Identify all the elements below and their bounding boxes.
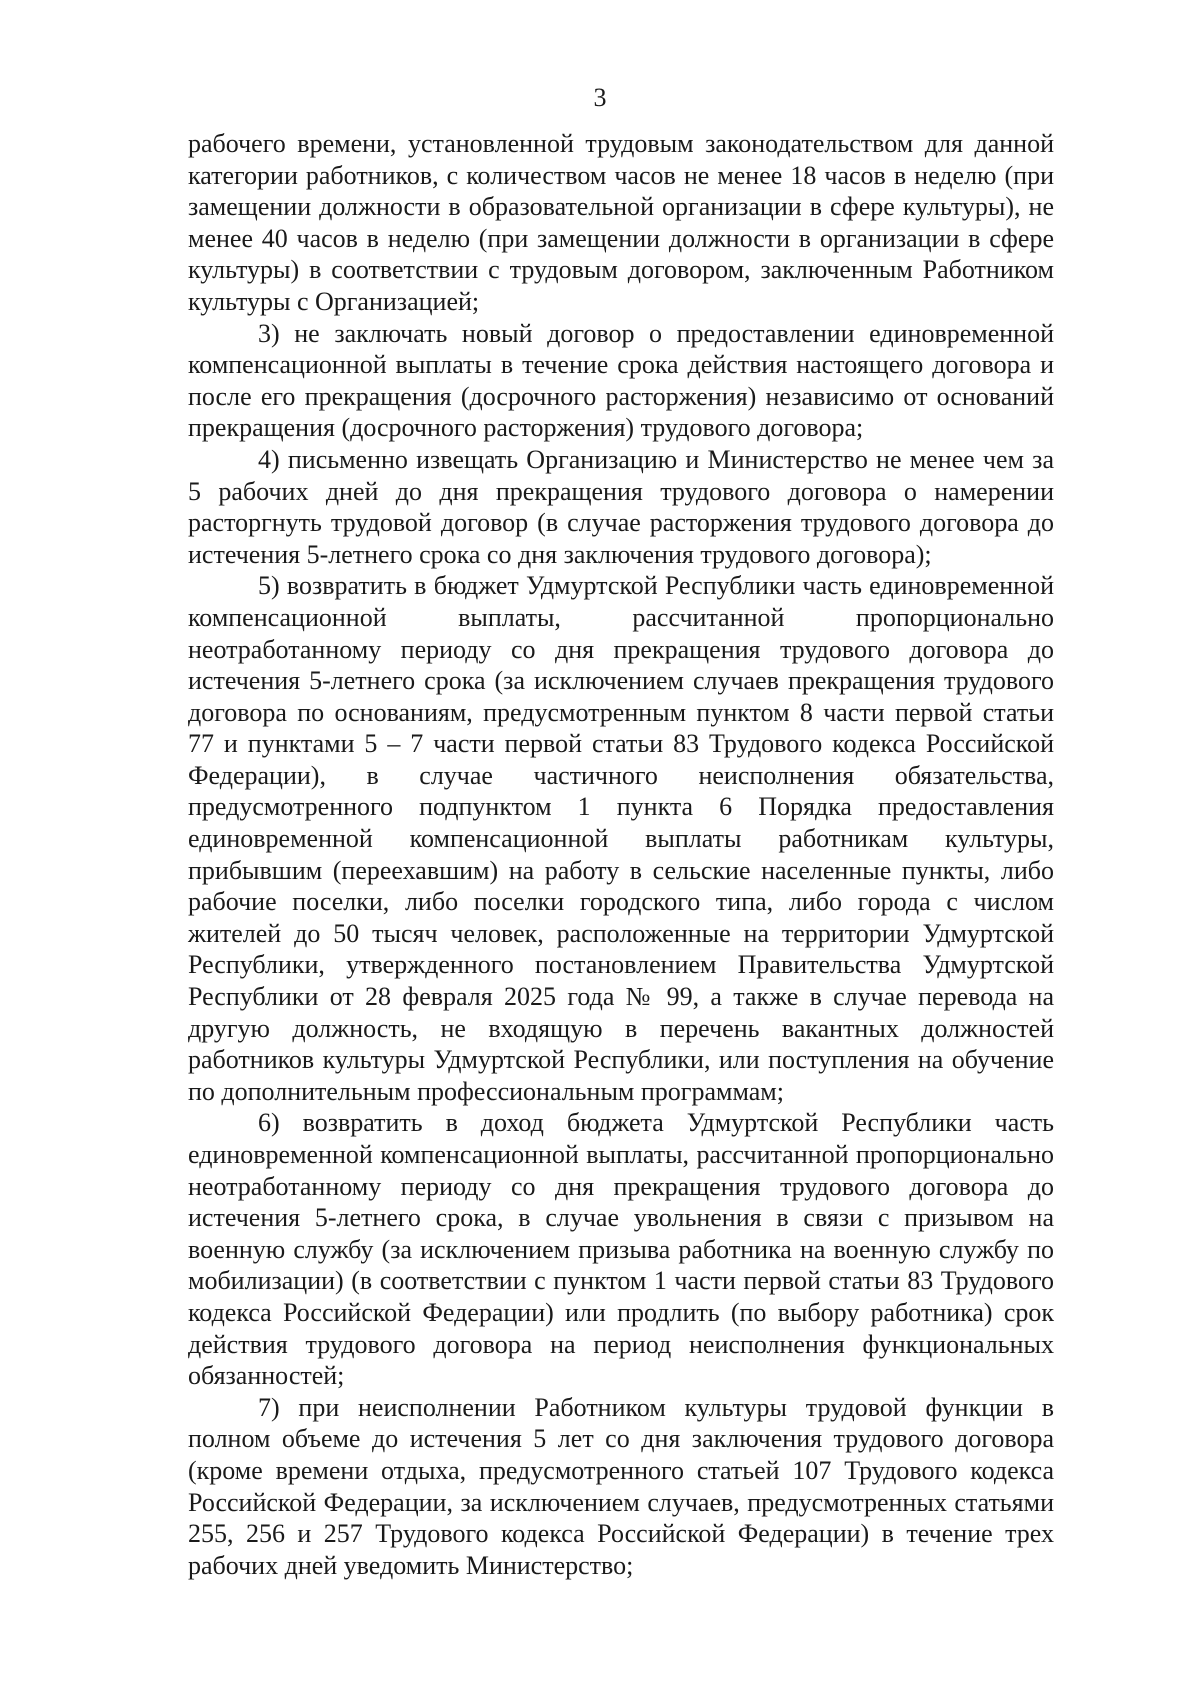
paragraph-item-5: 5) возвратить в бюджет Удмуртской Республики часть единовременной компенсационной выплаты, рассчитанной пропорционально неотработанному периоду со дня прекращения трудового договора до истечения 5-летнего срока (за исключением случаев прекращения трудового договора по основаниям, предусмотренным пунктом 8 части первой статьи 77 и пунктами 5 – 7 части первой статьи 83 Трудового кодекса Российской Федерации), в случае частичного неисполнения обязательства, предусмотренного подпунктом 1 пункта 6 Порядка предоставления единовременной компенсационной выплаты работникам культуры, прибывшим (переехавшим) на работу в сельские населенные пункты, либо рабочие поселки, либо поселки городского типа, либо города с числом жителей до 50 тысяч человек, расположенные на территории Удмуртской Республики, утвержденного постановлением Правительства Удмуртской Республики от 28 февраля 2025 года № 99, а также в случае перевода на другую должность, не входящую в перечень вакантных должностей работников культуры Удмуртской Республики, или поступления на обучение по дополнительным профессиональным программам; (188, 571, 1054, 1106)
paragraph-item-4: 4) письменно извещать Организацию и Министерство не менее чем за 5 рабочих дней до дня прекращения трудового договора о намерении расторгнуть трудовой договор (в случае расторжения трудового договора до истечения 5-летнего срока со дня заключения трудового договора); (188, 444, 1054, 569)
paragraph-item-6: 6) возвратить в доход бюджета Удмуртской Республики часть единовременной компенсационной выплаты, рассчитанной пропорционально неотработанному периоду со дня прекращения трудового договора до истечения 5-летнего срока, в случае увольнения в связи с призывом на военную службу (за исключением призыва работника на военную службу по мобилизации) (в соответствии с пунктом 1 части первой статьи 83 Трудового кодекса Российской Федерации) или продлить (по выбору работника) срок действия трудового договора на период неисполнения функциональных обязанностей; (188, 1108, 1054, 1391)
paragraph-continuation: рабочего времени, установленной трудовым законодательством для данной категории работников, с количеством часов не менее 18 часов в неделю (при замещении должности в образовательной организации в сфере культуры), не менее 40 часов в неделю (при замещении должности в организации в сфере культуры) в соответствии с трудовым договором, заключенным Работником культуры с Организацией; (188, 129, 1054, 316)
paragraph-item-7: 7) при неисполнении Работником культуры трудовой функции в полном объеме до истечения 5 лет со дня заключения трудового договора (кроме времени отдыха, предусмотренного статьей 107 Трудового кодекса Российской Федерации, за исключением случаев, предусмотренных статьями 255, 256 и 257 Трудового кодекса Российской Федерации) в течение трех рабочих дней уведомить Министерство; (188, 1392, 1054, 1580)
page-number: 3 (593, 83, 607, 112)
paragraph-item-3: 3) не заключать новый договор о предоставлении единовременной компенсационной выплаты в течение срока действия настоящего договора и после его прекращения (досрочного расторжения) независимо от оснований прекращения (досрочного расторжения) трудового договора; (188, 318, 1054, 443)
document-body (188, 128, 1054, 1581)
